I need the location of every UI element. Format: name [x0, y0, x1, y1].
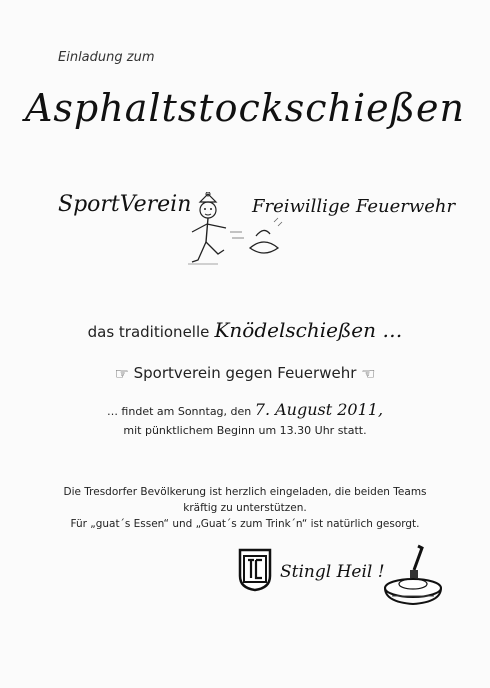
pointing-hand-left-icon: ☜: [361, 364, 376, 383]
info-line-3: Für „guat´s Essen“ und „Guat´s zum Trink´n“ ist natürlich gesorgt.: [70, 518, 420, 530]
team-feuerwehr: Freiwillige Feuerwehr: [252, 196, 456, 217]
event-title: Asphaltstockschießen: [24, 86, 466, 130]
date-prefix: … findet am Sonntag, den: [106, 405, 252, 418]
pointing-hand-right-icon: ☞: [114, 364, 129, 383]
motto-text: Stingl Heil !: [280, 562, 385, 582]
event-name-line: [0, 318, 490, 342]
date-line: [0, 400, 490, 419]
match-text: Sportverein gegen Feuerwehr: [133, 364, 357, 382]
event-lead: das traditionelle: [87, 323, 210, 341]
event-date: 7. August 2011,: [254, 400, 384, 419]
match-line: [0, 364, 490, 383]
club-logo-icon: [238, 548, 272, 592]
team-sportverein: SportVerein: [58, 192, 192, 217]
curling-stock-icon: [380, 544, 446, 608]
intro-text: Einladung zum: [58, 50, 155, 65]
info-line-1: Die Tresdorfer Bevölkerung ist herzlich eingeladen, die beiden Teams: [63, 486, 427, 498]
info-line-2: kräftig zu unterstützen.: [183, 502, 307, 514]
event-name: Knödelschießen …: [214, 318, 403, 342]
time-line: mit pünktlichem Beginn um 13.30 Uhr statt.: [123, 424, 367, 437]
